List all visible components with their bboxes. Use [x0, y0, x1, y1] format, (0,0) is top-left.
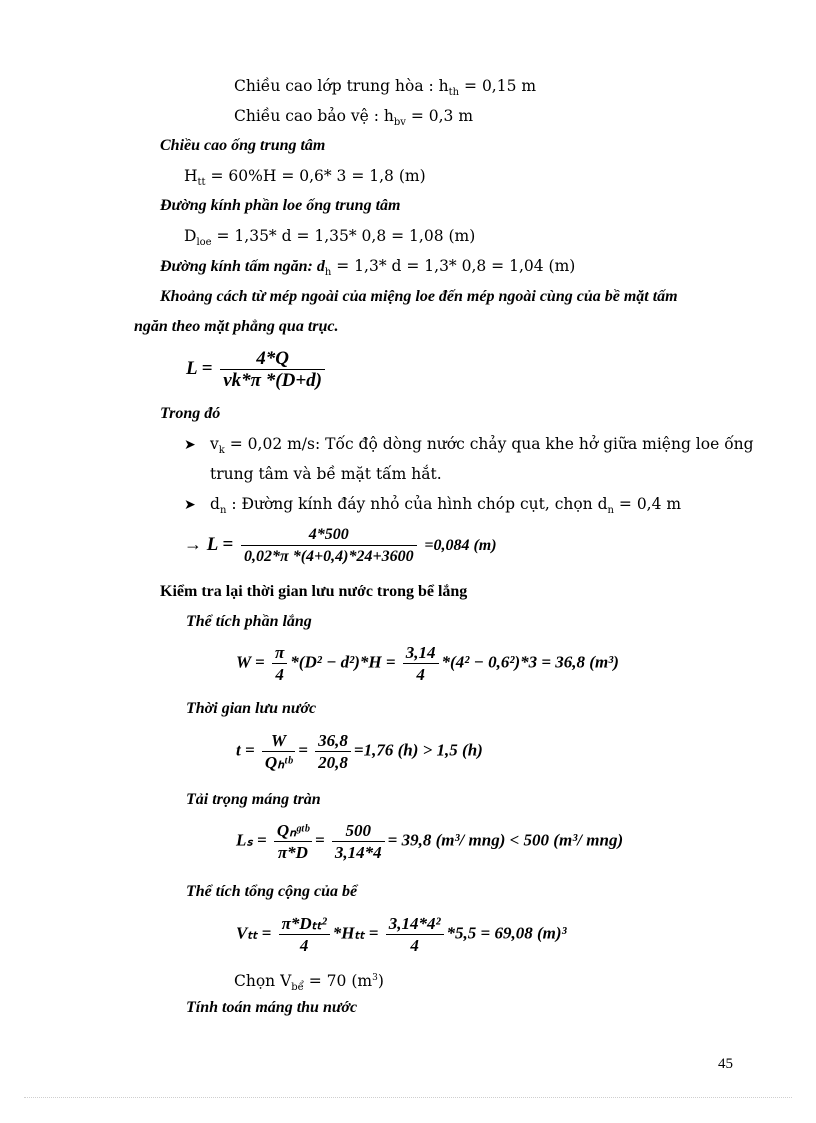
eq-lhs: Lₛ =: [236, 830, 267, 850]
denominator: Qₕᵗᵇ: [264, 753, 293, 772]
eq-rhs: = 39,8 (m³/ mng) < 500 (m³/ mng): [387, 830, 624, 850]
page-number: 45: [718, 1056, 733, 1072]
eq-lhs: t =: [236, 740, 255, 760]
fraction: [220, 348, 325, 391]
fraction: [279, 913, 330, 956]
eq-mid: *(D² − d²)*H =: [290, 652, 396, 672]
eq-rhs: =0,084 (m): [424, 536, 497, 554]
text-lop-trung-hoa: [234, 76, 536, 103]
equation-L-value: [184, 524, 497, 567]
fraction: [262, 730, 295, 773]
denominator: 4: [416, 665, 425, 684]
eq-rhs: =1,76 (h) > 1,5 (h): [353, 740, 483, 760]
value: = 0,3 m: [405, 107, 474, 125]
fraction: [403, 642, 439, 685]
text-chon-v: [234, 968, 384, 998]
heading-the-tich-tong: Thể tích tổng cộng của bể: [186, 883, 358, 900]
heading-ong-trung-tam: Chiều cao ống trung tâm: [160, 137, 326, 154]
symbol: d: [210, 495, 220, 513]
fraction: [332, 820, 385, 863]
numerator: 4*Q: [220, 348, 325, 370]
subscript: k: [218, 445, 225, 456]
eq-lhs: W =: [236, 652, 265, 672]
heading-kiem-tra: Kiểm tra lại thời gian lưu nước trong bể lắng: [160, 583, 468, 600]
eq-mid: *Hₜₜ =: [332, 923, 379, 943]
heading-thoi-gian: Thời gian lưu nước: [186, 700, 317, 717]
eq-lhs: L =: [186, 357, 213, 379]
bullet-vk-continued: trung tâm và bề mặt tấm hắt.: [210, 465, 442, 483]
text: : Đường kính đáy nhỏ của hình chóp cụt, chọn d: [226, 495, 608, 513]
subscript: loe: [196, 237, 212, 248]
text: = 0,02 m/s: Tốc độ dòng nước chảy qua khe hở giữa miệng loe ống: [224, 435, 754, 453]
eq-rhs: *(4² − 0,6²)*3 = 36,8 (m³): [441, 652, 619, 672]
value-close: ): [377, 972, 384, 990]
value: = 1,3* d = 1,3* 0,8 = 1,04 (m): [331, 257, 576, 275]
denominator: 4: [410, 936, 419, 955]
eq-lhs: Vₜₜ =: [236, 923, 272, 943]
heading-tai-trong: Tải trọng máng tràn: [186, 791, 321, 808]
arrow-bullet-icon: ➤: [184, 437, 196, 453]
formula-htt: [184, 166, 426, 193]
footer-divider: [24, 1097, 792, 1098]
superscript: 3: [372, 973, 378, 983]
denominator: π*D: [277, 843, 308, 862]
symbol: v: [210, 435, 219, 453]
equation-V: [236, 913, 567, 956]
text-bao-ve: [234, 106, 473, 133]
fraction: [386, 913, 444, 956]
heading-khoang-cach-line2: ngăn theo mặt phẳng qua trục.: [134, 318, 339, 335]
subscript: th: [448, 87, 460, 98]
value: = 70 (m: [303, 972, 373, 990]
right-arrow-icon: →: [184, 533, 202, 554]
numerator: W: [262, 730, 295, 752]
denominator: 0,02*π *(4+0,4)*24+3600: [243, 548, 414, 565]
value: = 0,15 m: [459, 77, 537, 95]
subscript: h: [324, 267, 332, 278]
bullet-dn: [184, 494, 681, 521]
equation-Ls: [236, 820, 623, 863]
denominator: vk*π *(D+d): [223, 370, 322, 391]
heading-tinh-toan: Tính toán máng thu nước: [186, 999, 358, 1016]
fraction: [272, 642, 287, 685]
denominator: 20,8: [318, 753, 348, 772]
equation-t: [236, 730, 483, 773]
numerator: 3,14: [403, 642, 439, 664]
symbol: Chọn V: [234, 972, 292, 990]
subscript: tt: [197, 177, 206, 188]
value: = 0,4 m: [613, 495, 682, 513]
denominator: 4: [275, 665, 284, 684]
numerator: 500: [332, 820, 385, 842]
equation-L: [186, 348, 328, 391]
numerator: π: [272, 642, 287, 664]
equation-W: [236, 642, 619, 685]
subscript: n: [607, 505, 614, 516]
eq-mid: =: [298, 740, 308, 760]
eq-mid: =: [314, 830, 325, 850]
symbol: D: [184, 227, 197, 245]
subscript: n: [219, 505, 227, 516]
eq-lhs: L =: [206, 533, 234, 555]
numerator: π*Dₜₜ²: [279, 913, 330, 935]
heading-phan-loe: Đường kính phần loe ống trung tâm: [160, 197, 401, 214]
heading-the-tich-lang: Thể tích phần lắng: [186, 613, 312, 630]
bullet-vk: [184, 434, 754, 461]
formula-dloe: [184, 226, 475, 253]
numerator: Qₙᵍᵗᵇ: [274, 820, 312, 842]
label: Chiều cao lớp trung hòa : h: [234, 77, 449, 95]
value: = 60%H = 0,6* 3 = 1,8 (m): [205, 167, 426, 185]
numerator: 4*500: [241, 524, 417, 546]
heading-trong-do: Trong đó: [160, 405, 221, 422]
denominator: 4: [299, 936, 309, 955]
value: = 1,35* d = 1,35* 0,8 = 1,08 (m): [211, 227, 476, 245]
numerator: 3,14*4²: [386, 913, 444, 935]
heading-khoang-cach-line1: Khoảng cách từ mép ngoài của miệng loe đến mép ngoài cùng của bề mặt tấm: [160, 288, 678, 305]
label: Chiều cao bảo vệ : h: [234, 107, 394, 125]
subscript: bể: [291, 982, 304, 993]
heading-tam-ngan: Đường kính tấm ngăn: d: [160, 258, 325, 275]
formula-tam-ngan: [160, 256, 575, 283]
symbol: H: [184, 167, 198, 185]
fraction: [241, 524, 417, 567]
subscript: bv: [393, 117, 406, 128]
eq-rhs: *5,5 = 69,08 (m)³: [446, 923, 567, 943]
fraction: [315, 730, 351, 773]
arrow-bullet-icon: ➤: [184, 497, 196, 513]
denominator: 3,14*4: [334, 843, 382, 862]
fraction: [274, 820, 312, 863]
numerator: 36,8: [315, 730, 351, 752]
